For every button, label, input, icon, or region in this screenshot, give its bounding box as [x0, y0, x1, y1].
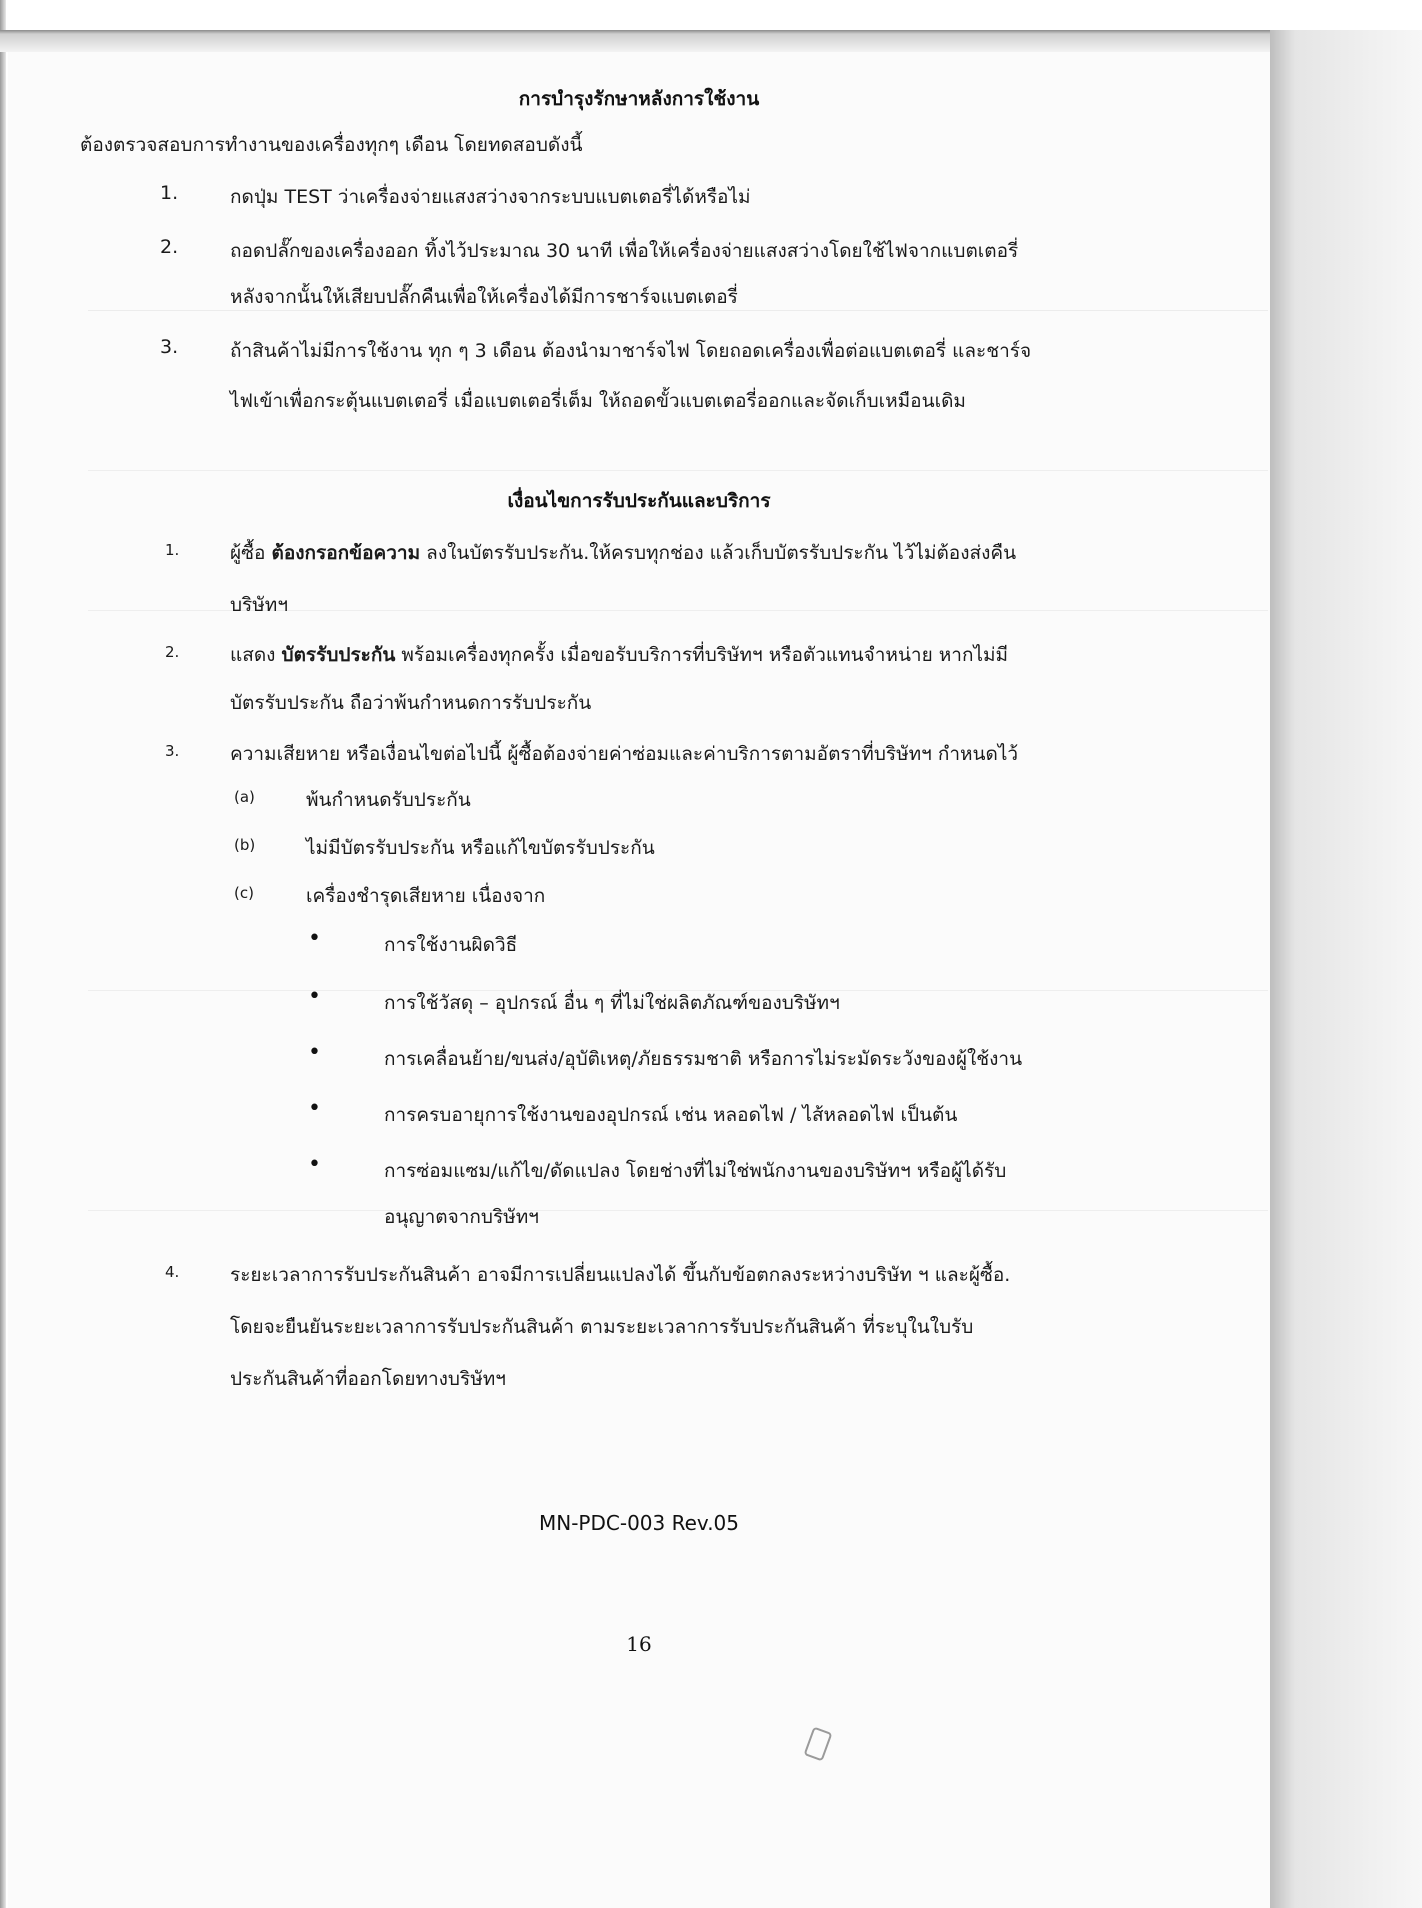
- text-run: ผู้ซื้อ: [230, 542, 266, 564]
- emphasis-text: บัตรรับประกัน: [281, 644, 396, 666]
- list-number: 2.: [165, 643, 180, 661]
- list-item-text: บัตรรับประกัน ถือว่าพ้นกำหนดการรับประกัน: [230, 692, 592, 714]
- page-number: 16: [626, 1632, 652, 1656]
- list-number: 4.: [165, 1263, 180, 1281]
- bleed-through: [88, 452, 1268, 471]
- list-item-text: ประกันสินค้าที่ออกโดยทางบริษัทฯ: [230, 1368, 506, 1390]
- list-item-text: [230, 538, 1016, 568]
- list-number: 1.: [165, 541, 180, 559]
- document-page: [8, 52, 1270, 1908]
- bullet-icon: •: [308, 1040, 321, 1065]
- bullet-icon: •: [308, 984, 321, 1009]
- maintenance-intro: ต้องตรวจสอบการทำงานของเครื่องทุกๆ เดือน โดยทดสอบดังนี้: [80, 134, 583, 156]
- list-item-text: ถอดปลั๊กของเครื่องออก ทิ้งไว้ประมาณ 30 นาที เพื่อให้เครื่องจ่ายแสงสว่างโดยใช้ไฟจากแบตเตอรี่: [230, 240, 1019, 262]
- emphasis-text: ต้องกรอกข้อความ: [271, 542, 421, 564]
- list-number: 3.: [160, 336, 179, 358]
- bullet-text: การใช้วัสดุ – อุปกรณ์ อื่น ๆ ที่ไม่ใช่ผลิตภัณฑ์ของบริษัทฯ: [384, 992, 840, 1014]
- sub-list-text: ไม่มีบัตรรับประกัน หรือแก้ไขบัตรรับประกัน: [306, 837, 655, 859]
- bullet-icon: •: [308, 1152, 321, 1177]
- bleed-through: [88, 1192, 1268, 1211]
- section-title-warranty: เงื่อนไขการรับประกันและบริการ: [507, 490, 771, 512]
- document-reference: MN-PDC-003 Rev.05: [539, 1511, 739, 1535]
- sub-list-label: (c): [234, 884, 254, 902]
- bullet-icon: •: [308, 1096, 321, 1121]
- scan-right-shadow: [1270, 30, 1422, 1908]
- scan-fold-shadow: [0, 30, 1270, 52]
- bullet-text: การครบอายุการใช้งานของอุปกรณ์ เช่น หลอดไฟ / ไส้หลอดไฟ เป็นต้น: [384, 1104, 958, 1126]
- list-item-text: ระยะเวลาการรับประกันสินค้า อาจมีการเปลี่ยนแปลงได้ ขึ้นกับข้อตกลงระหว่างบริษัท ฯ และผู้ซื้อ.: [230, 1264, 1011, 1286]
- sub-list-text: พ้นกำหนดรับประกัน: [306, 789, 471, 811]
- scan-edge: [0, 0, 6, 1908]
- list-item-text: บริษัทฯ: [230, 594, 288, 616]
- sub-list-label: (a): [234, 788, 255, 806]
- list-item-text: โดยจะยืนยันระยะเวลาการรับประกันสินค้า ตามระยะเวลาการรับประกันสินค้า ที่ระบุในใบรับ: [230, 1316, 974, 1338]
- bullet-text: การใช้งานผิดวิธี: [384, 934, 518, 956]
- section-title-maintenance: การบำรุงรักษาหลังการใช้งาน: [518, 88, 760, 110]
- list-number: 3.: [165, 742, 180, 760]
- bullet-text: อนุญาตจากบริษัทฯ: [384, 1206, 539, 1228]
- list-number: 2.: [160, 236, 179, 258]
- list-item-text: กดปุ่ม TEST ว่าเครื่องจ่ายแสงสว่างจากระบบแบตเตอรี่ได้หรือไม่: [230, 186, 751, 208]
- text-run: ลงในบัตรรับประกัน.ให้ครบทุกช่อง แล้วเก็บบัตรรับประกัน ไว้ไม่ต้องส่งคืน: [426, 542, 1017, 564]
- list-item-text: ถ้าสินค้าไม่มีการใช้งาน ทุก ๆ 3 เดือน ต้องนำมาชาร์จไฟ โดยถอดเครื่องเพื่อต่อแบตเตอรี่ และชาร์จ: [230, 340, 1032, 362]
- list-item-text: หลังจากนั้นให้เสียบปลั๊กคืนเพื่อให้เครื่องได้มีการชาร์จแบตเตอรี่: [230, 286, 738, 308]
- list-item-text: ไฟเข้าเพื่อกระตุ้นแบตเตอรี่ เมื่อแบตเตอรี่เต็ม ให้ถอดขั้วแบตเตอรี่ออกและจัดเก็บเหมือนเดิม: [230, 390, 966, 412]
- list-number: 1.: [160, 182, 179, 204]
- list-item-text: ความเสียหาย หรือเงื่อนไขต่อไปนี้ ผู้ซื้อต้องจ่ายค่าซ่อมและค่าบริการตามอัตราที่บริษัทฯ กำหนดไว้: [230, 743, 1019, 765]
- sub-list-label: (b): [234, 836, 256, 854]
- pencil-mark-icon: [803, 1726, 832, 1761]
- text-run: พร้อมเครื่องทุกครั้ง เมื่อขอรับบริการที่บริษัทฯ หรือตัวแทนจำหน่าย หากไม่มี: [401, 644, 1009, 666]
- sub-list-text: เครื่องชำรุดเสียหาย เนื่องจาก: [306, 885, 546, 907]
- list-item-text: [230, 640, 1008, 670]
- bullet-icon: •: [308, 926, 321, 951]
- bullet-text: การเคลื่อนย้าย/ขนส่ง/อุบัติเหตุ/ภัยธรรมชาติ หรือการไม่ระมัดระวังของผู้ใช้งาน: [384, 1048, 1023, 1070]
- text-run: แสดง: [230, 644, 276, 666]
- bullet-text: การซ่อมแซม/แก้ไข/ดัดแปลง โดยช่างที่ไม่ใช่พนักงานของบริษัทฯ หรือผู้ได้รับ: [384, 1160, 1007, 1182]
